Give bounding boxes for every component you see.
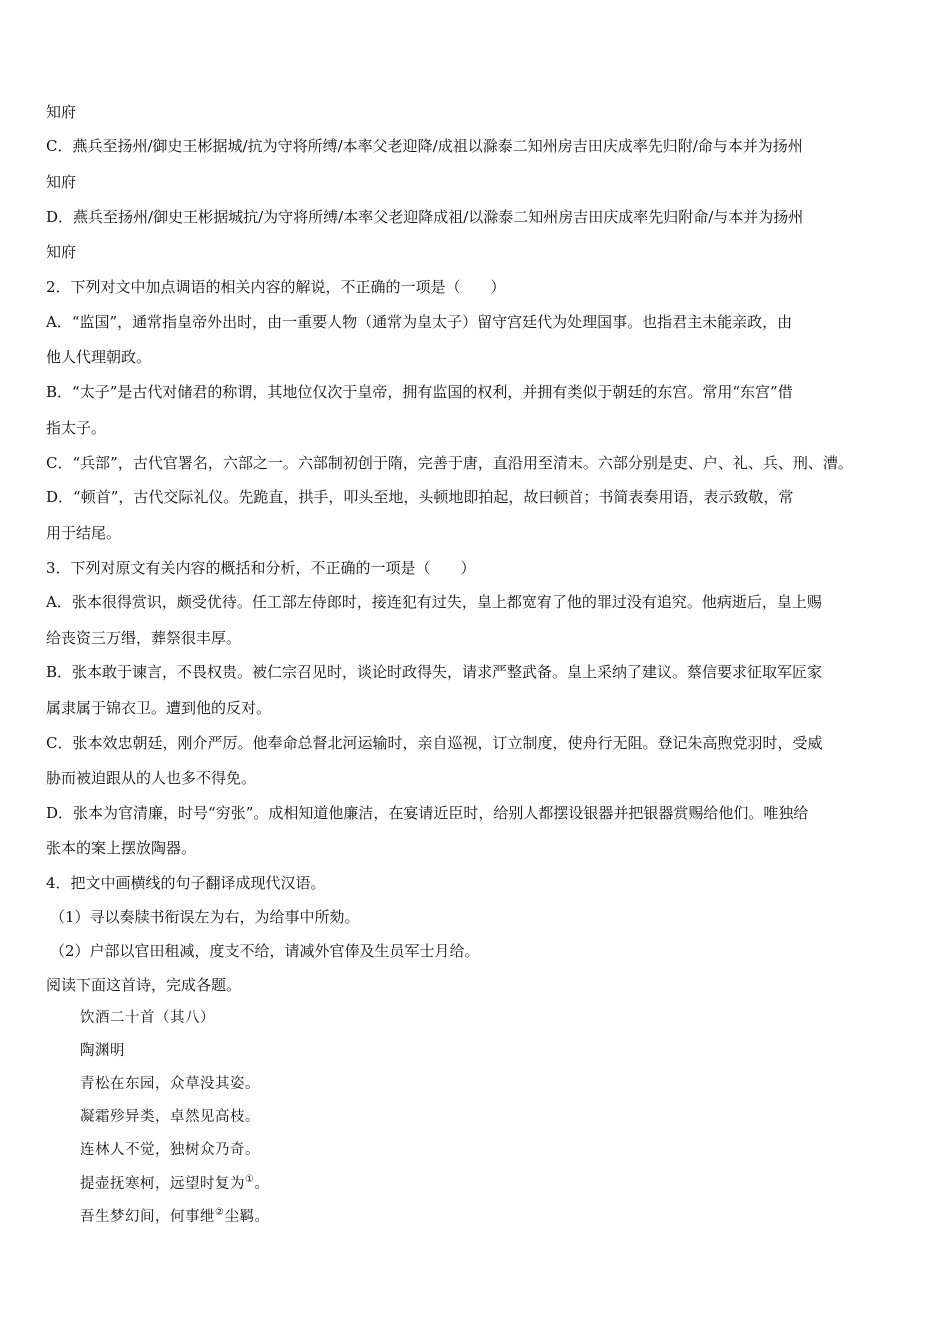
poem-line-2: 凝霜殄异类，卓然见高枝。	[80, 1109, 260, 1125]
q2-option-a-line1: A．“监国”，通常指皇帝外出时，由一重要人物（通常为皇太子）留守宫廷代为处理国事。也指君主未能亲政，由	[46, 313, 793, 331]
q2-option-b-line1: B．“太子”是古代对储君的称谓，其地位仅次于皇帝，拥有监国的权利，并拥有类似于朝廷的东宫。常用“东宫”借	[46, 383, 793, 401]
option-d-line1: D．燕兵至扬州/御史王彬据城抗/为守将所缚/本率父老迎降成祖/以滁泰二知州房吉田庆成率先归附命/与本并为扬州	[46, 208, 804, 226]
q2-option-d-line2: 用于结尾。	[46, 524, 122, 542]
q3-option-b-line1: B．张本敢于谏言，不畏权贵。被仁宗召见时，谈论时政得失，请求严整武备。皇上采纳了建议。蔡信要求征取军匠家	[46, 663, 823, 681]
poem-line-4-text: 提壶抚寒柯，远望时复为	[80, 1176, 245, 1192]
q3-option-d-line1: D．张本为官清廉，时号“穷张”。成相知道他廉洁，在宴请近臣时，给别人都摆设银器并把银器赏赐给他们。唯独给	[46, 804, 809, 822]
footnote-marker-1: ①	[245, 1174, 255, 1186]
option-b-tail: 知府	[46, 103, 77, 121]
q3-option-b-line2: 属隶属于锦衣卫。遭到他的反对。	[46, 699, 272, 717]
poem-title: 饮酒二十首（其八）	[80, 1010, 215, 1026]
poem-line-1: 青松在东园，众草没其姿。	[80, 1076, 260, 1092]
question-3-stem: 3．下列对原文有关内容的概括和分析，不正确的一项是（ ）	[46, 559, 476, 577]
q3-option-c-line2: 胁而被迫跟从的人也多不得免。	[46, 769, 257, 787]
poem-intro: 阅读下面这首诗，完成各题。	[46, 976, 242, 994]
option-c-line1: C．燕兵至扬州/御史王彬据城/抗为守将所缚/本率父老迎降/成祖以滁泰二知州房吉田庆成率先归附/命与本并为扬州	[46, 137, 803, 155]
q4-sentence-2: （2）户部以官田租减，度支不给，请减外官俸及生员军士月给。	[50, 942, 480, 960]
poem-line-4	[80, 1174, 900, 1194]
q2-option-c-line1: C．“兵部”，古代官署名，六部之一。六部制初创于隋，完善于唐，直沿用至清末。六部分别是吏、户、礼、兵、刑、漕。	[46, 454, 853, 472]
poem-line-5-text: 吾生梦幻间，何事绁	[80, 1209, 215, 1225]
footnote-marker-2: ②	[215, 1207, 225, 1219]
question-2-stem: 2．下列对文中加点调语的相关内容的解说，不正确的一项是（ ）	[46, 278, 506, 296]
q3-option-a-line2: 给丧资三万缗，葬祭很丰厚。	[46, 629, 242, 647]
q2-option-d-line1: D．“顿首”，古代交际礼仪。先跪直，拱手，叩头至地，头顿地即拍起，故曰顿首；书简表奏用语，表示致敬，常	[46, 488, 794, 506]
q3-option-a-line1: A．张本很得赏识，颇受优待。任工部左侍郎时，接连犯有过失，皇上都宽宥了他的罪过没有追究。他病逝后，皇上赐	[46, 593, 822, 611]
q3-option-d-line2: 张本的案上摆放陶器。	[46, 839, 197, 857]
poem-line-3: 连林人不觉，独树众乃奇。	[80, 1142, 260, 1158]
poem-line-5-end: 尘羁。	[224, 1209, 270, 1225]
question-4-stem: 4．把文中画横线的句子翻译成现代汉语。	[46, 874, 326, 892]
poem-author: 陶渊明	[80, 1043, 125, 1059]
poem-line-5	[80, 1207, 900, 1227]
q4-sentence-1: （1）寻以奏牍书衔误左为右，为给事中所劾。	[50, 908, 360, 926]
q2-option-b-line2: 指太子。	[46, 419, 107, 437]
option-d-line2: 知府	[46, 243, 77, 261]
q3-option-c-line1: C．张本效忠朝廷，刚介严厉。他奉命总督北河运输时，亲自巡视，订立制度，使舟行无阻。登记朱高煦党羽时，受威	[46, 734, 823, 752]
q2-option-a-line2: 他人代理朝政。	[46, 348, 152, 366]
option-c-line2: 知府	[46, 173, 77, 191]
poem-line-4-end: 。	[254, 1176, 270, 1192]
